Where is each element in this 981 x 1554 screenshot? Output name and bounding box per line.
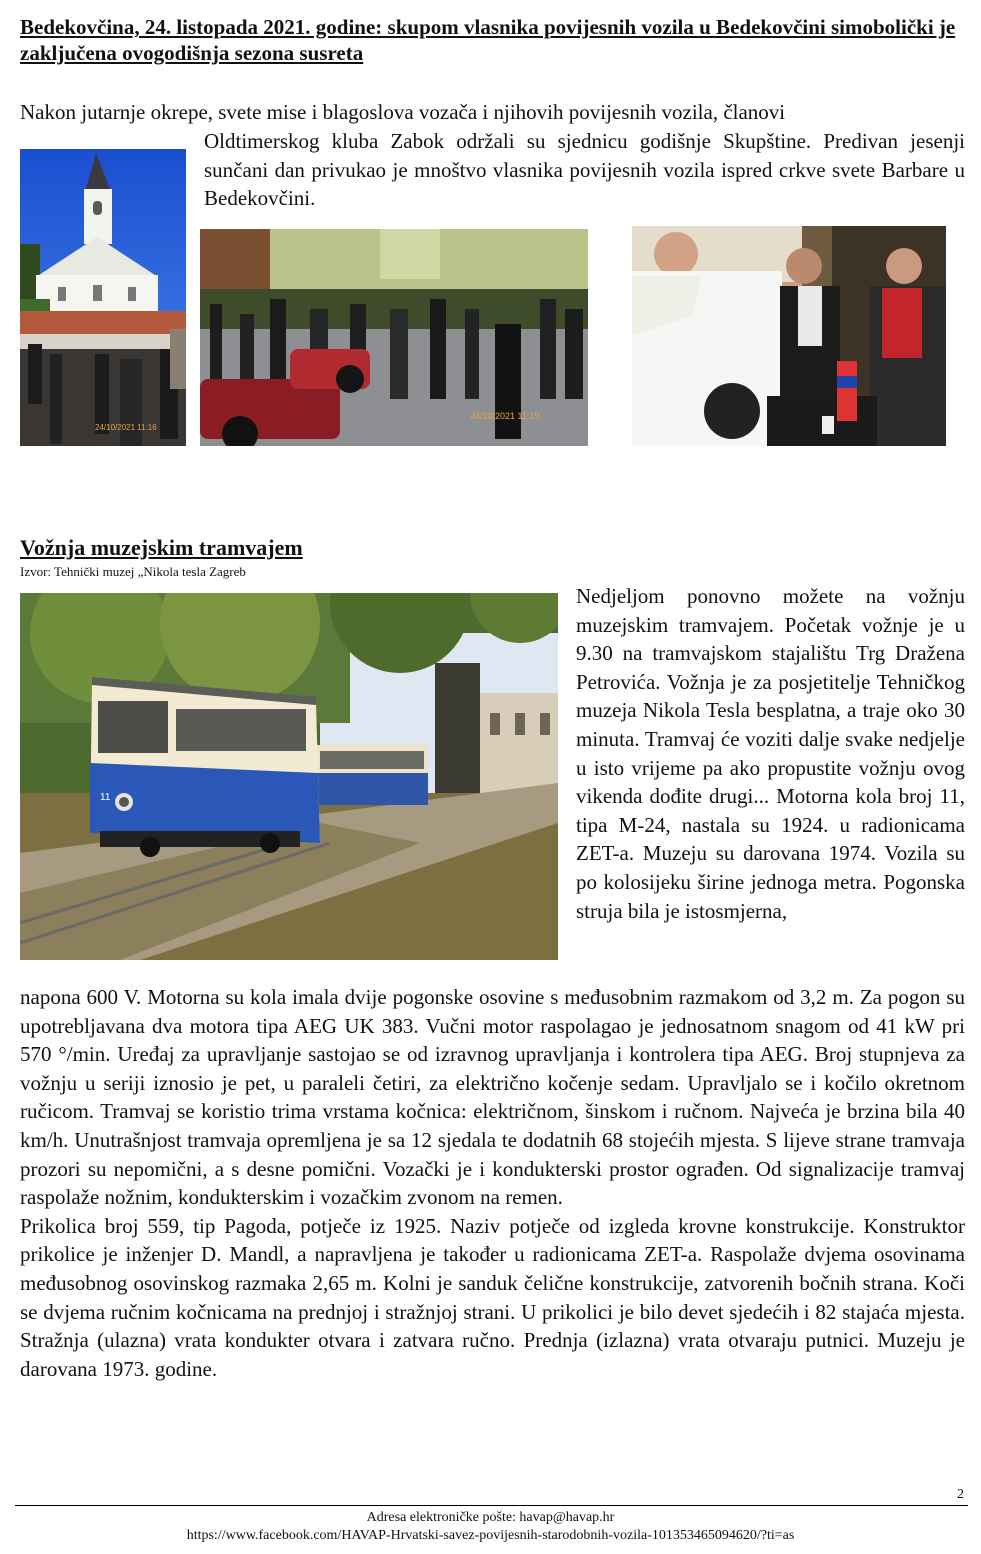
article-title-tram: Vožnja muzejskim tramvajem	[20, 535, 303, 560]
tram-specs-text: napona 600 V. Motorna su kola imala dvije pogonske osovine s međusobnim razmakom od 3,2 m. Za pogon su upotrebljavana dva motora tipa AEG UK 383. Vučni motor raspolagao je jednosatnom snagom od 41 kW pri 570 °/min. Uređaj za upravljanje sastojao se od izravnog upravljanja i kontrolera tipa AEG. Broj stupnjeva za vožnju u seriji iznosio je pet, u paraleli četiri, za električno kočenje sedam. Upravljalo se i kočilo okretnom ručicom. Tramvaj se koristio trima vrstama kočnica: električnom, šinskom i ručnom. Najveća je brzina bila 40 km/h. Unutrašnjost tramvaja opremljena je sa 12 sjedala te dodatnih 68 stojećih mjesta. S lijeve strane tramvaja prozori su nepomični, a s desne pomični. Vozački je i kondukterski prostor ograđen. Od signalizacije tramvaj raspolaže nožnim, kondukterskim i vozačkim zvonom na remen.	[20, 985, 965, 1210]
tram-description-full	[20, 983, 965, 1383]
footer-email: Adresa elektroničke pošte: havap@havap.hr	[366, 1510, 615, 1525]
church-photo	[20, 149, 186, 446]
page-number: 2	[957, 1487, 964, 1502]
footer-facebook-link[interactable]: https://www.facebook.com/HAVAP-Hrvatski-savez-povijesnih-starodobnih-vozila-101353465094620/?ti=as	[186, 1528, 795, 1543]
trailer-description: Prikolica broj 559, tip Pagoda, potječe iz 1925. Naziv potječe od izgleda krovne konstrukcije. Konstruktor prikolice je inženjer D. Mandl, a napravljena je također u radionicama ZET-a. Raspolaže dvjema osovinama međusobnog osovinskog razmaka 2,65 m. Kolni je sanduk čelične konstrukcije, zatvorenih bočnih strana. Koči se dvjema ručnim kočnicama na prednjoj i stražnjoj strani. U prikolici je bilo devet sjedećih i 82 stajaća mjesta. Stražnja (ulazna) vrata kondukter otvara i zatvara ručno. Prednja (izlazna) vrata otvaraju putnici. Muzeju je darovana 1973. godine.	[20, 1213, 965, 1381]
footer-divider	[15, 1505, 968, 1506]
source-credit: Izvor: Tehnički muzej „Nikola tesla Zagreb	[20, 564, 246, 579]
article-intro-paragraph: Oldtimerskog kluba Zabok održali su sjednicu godišnje Skupštine. Predivan jesenji sunčani dan privukao je mnoštvo vlasnika povijesnih vozila ispred crkve svete Barbare u Bedekovčini.	[204, 129, 965, 211]
crowd-photo	[200, 229, 588, 446]
article-intro-line: Nakon jutarnje okrepe, svete mise i blagoslova vozača i njihovih povijesnih vozila, članovi	[20, 100, 786, 124]
blessing-photo	[632, 226, 946, 446]
tram-number-plate: 11	[100, 792, 111, 803]
photo-date-stamp: 24/10/2021 11:16	[95, 423, 157, 432]
photo-date-stamp: 24/10/2021 11:19	[470, 411, 540, 421]
tram-photo	[20, 593, 558, 960]
tram-description-beside: Nedjeljom ponovno možete na vožnju muzejskim tramvajem. Početak vožnje je u 9.30 na tramvajskom stajalištu Trg Dražena Petrovića. Vožnja je za posjetitelje Tehničkog muzeja Nikola Tesla besplatna, a traje oko 30 minuta. Tramvaj će voziti dalje svake nedjelje u isto vrijeme pa ako propustite vožnju ovog vikenda dođite drugi... Motorna kola broj 11, tipa M-24, nastala su 1924. u radionicama ZET-a. Muzeju su darovana 1974. Vozila su po kolosijeku širine jednoga metra. Pogonska struja bila je istosmjerna,	[576, 584, 965, 923]
article-title-bedekovcina: Bedekovčina, 24. listopada 2021. godine: skupom vlasnika povijesnih vozila u Bedekovčini simobolički je zaključena ovogodišnja sezona susreta	[20, 15, 956, 65]
